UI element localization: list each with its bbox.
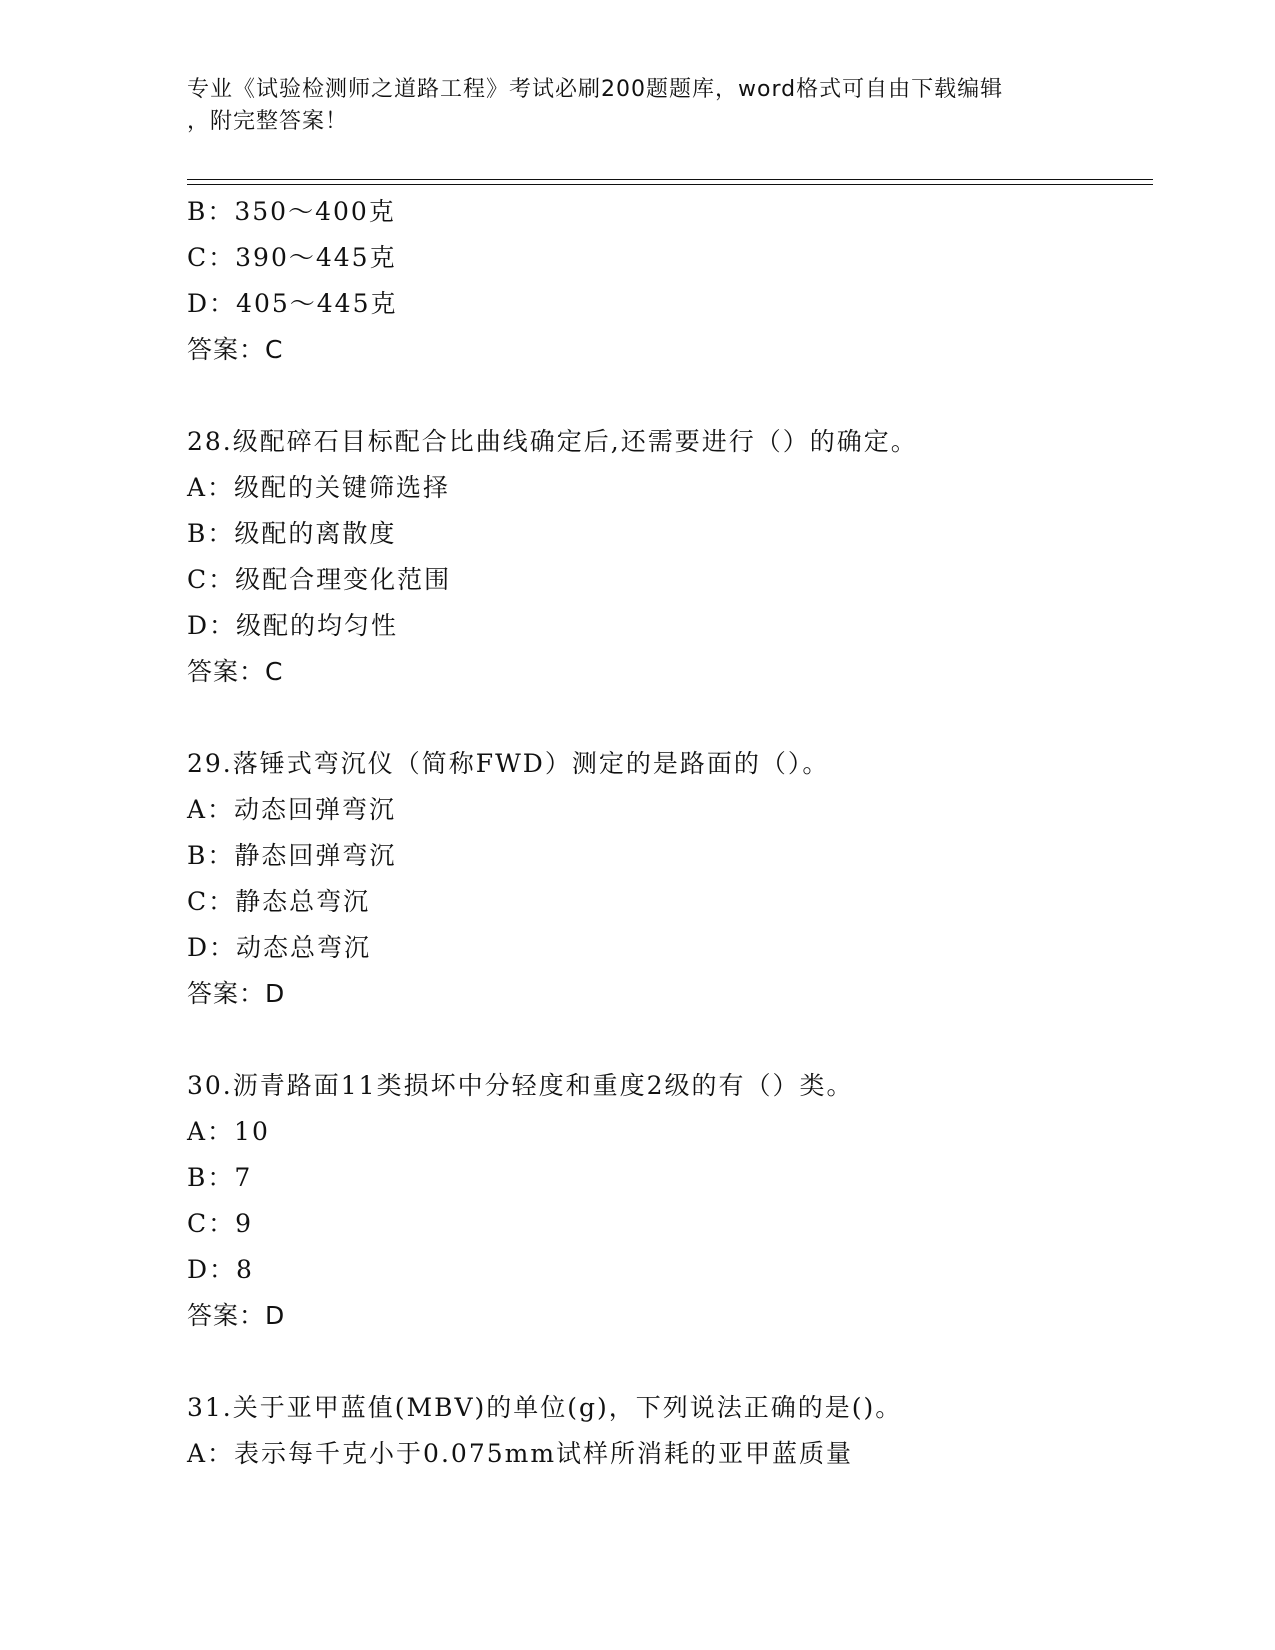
option-d: D：8	[187, 1255, 254, 1284]
option-c: C：9	[187, 1209, 254, 1238]
header-rule-bottom	[187, 184, 1153, 185]
option-d: D：动态总弯沉	[187, 933, 372, 962]
question-list	[187, 189, 1147, 1477]
option-b: B：7	[187, 1163, 253, 1192]
document-header	[187, 74, 1087, 138]
question-29	[187, 741, 1147, 1017]
option-a: A：动态回弹弯沉	[187, 795, 397, 824]
option-b: B：350～400克	[187, 197, 396, 226]
question-28	[187, 419, 1147, 695]
answer-line: 答案：D	[187, 979, 286, 1008]
header-rule-top	[187, 179, 1153, 180]
answer-line: 答案：C	[187, 335, 284, 364]
option-a: A：10	[187, 1117, 270, 1146]
header-line-1: 专业《试验检测师之道路工程》考试必刷200题题库，word格式可自由下载编辑	[187, 77, 1004, 102]
option-b: B：静态回弹弯沉	[187, 841, 397, 870]
question-30	[187, 1063, 1147, 1339]
question-text: 28.级配碎石目标配合比曲线确定后,还需要进行（）的确定。	[187, 427, 918, 456]
option-a: A：级配的关键筛选择	[187, 473, 451, 502]
option-d: D：级配的均匀性	[187, 611, 399, 640]
header-line-2: ，附完整答案！	[187, 109, 349, 134]
question-text: 30.沥青路面11类损坏中分轻度和重度2级的有（）类。	[187, 1071, 854, 1100]
question-31	[187, 1385, 1147, 1477]
partial-question	[187, 189, 1147, 373]
question-text: 29.落锤式弯沉仪（简称FWD）测定的是路面的（）。	[187, 749, 830, 778]
option-a: A：表示每千克小于0.075mm试样所消耗的亚甲蓝质量	[187, 1439, 854, 1468]
option-d: D：405～445克	[187, 289, 398, 318]
option-c: C：390～445克	[187, 243, 397, 272]
option-b: B：级配的离散度	[187, 519, 397, 548]
answer-line: 答案：C	[187, 657, 284, 686]
question-text: 31.关于亚甲蓝值(MBV)的单位(g)，下列说法正确的是()。	[187, 1393, 903, 1422]
answer-line: 答案：D	[187, 1301, 286, 1330]
option-c: C：级配合理变化范围	[187, 565, 452, 594]
option-c: C：静态总弯沉	[187, 887, 371, 916]
